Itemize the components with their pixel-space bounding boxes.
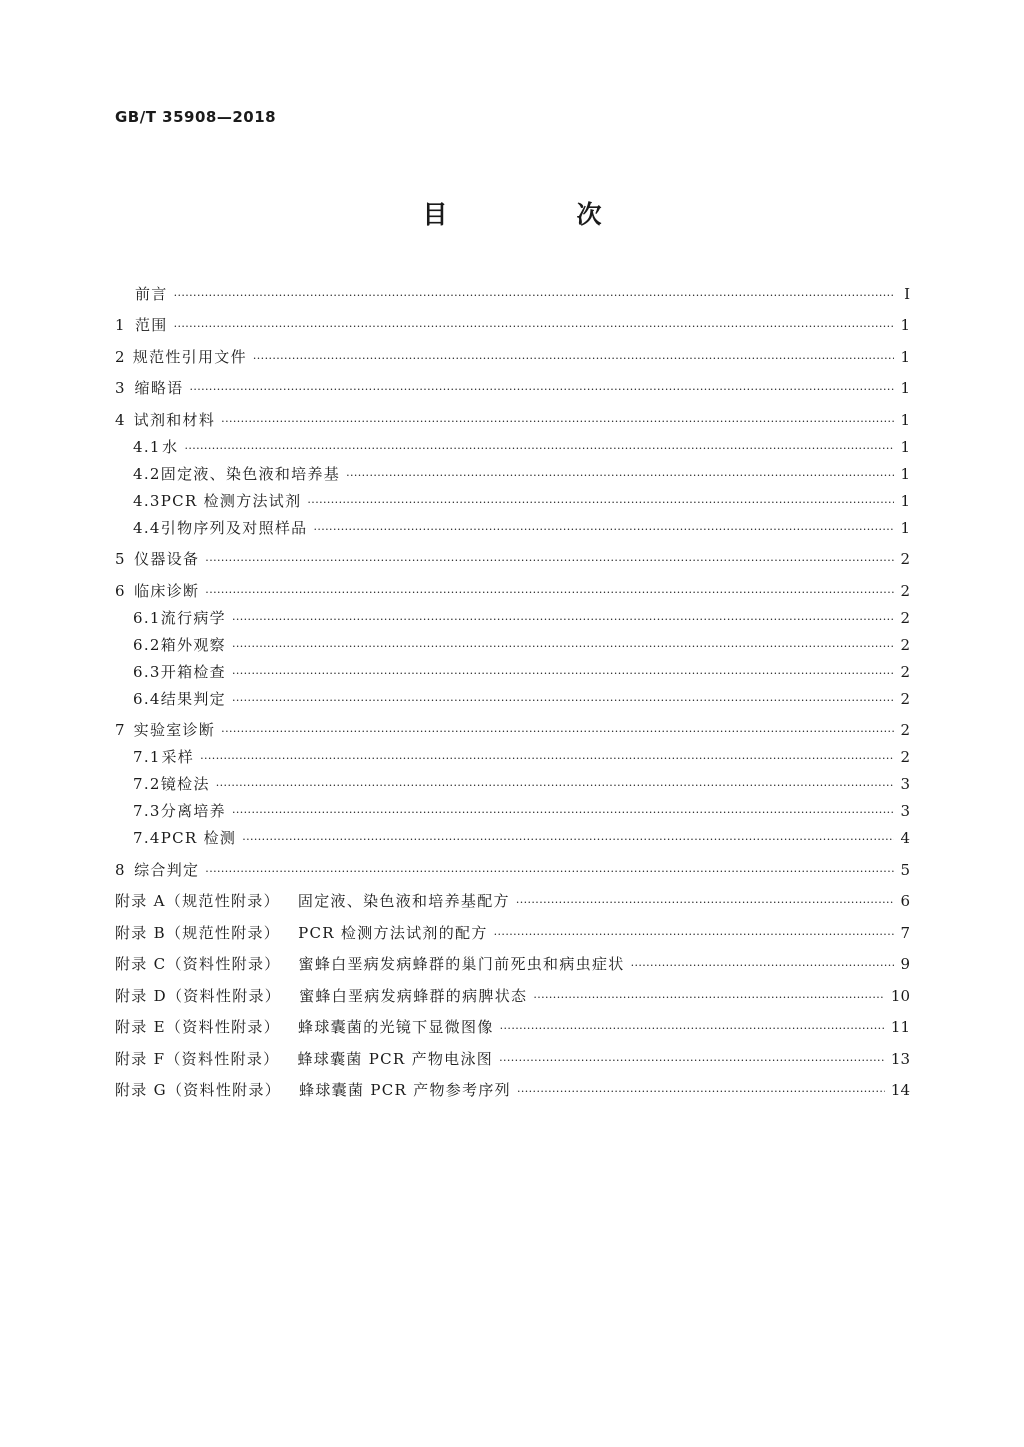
toc-entry-number: 6.3	[133, 662, 161, 681]
toc-entry[interactable]	[115, 548, 910, 575]
toc-entry-title: 开箱检查	[160, 662, 226, 681]
toc-entry[interactable]	[115, 1079, 910, 1106]
toc-entry-title: 蜜蜂白垩病发病蜂群的病脾状态	[299, 986, 528, 1005]
toc-entry-label	[161, 517, 308, 538]
toc-entry-number: 6	[115, 581, 126, 600]
dot-leader	[205, 861, 894, 879]
toc-entry[interactable]	[115, 773, 910, 800]
toc-entry-title: 固定液、染色液和培养基	[160, 464, 341, 483]
toc-entry-title: 流行病学	[160, 608, 226, 627]
toc-entry-page: 2	[900, 581, 910, 600]
toc-entry[interactable]	[115, 283, 910, 310]
toc-entry[interactable]	[115, 463, 910, 490]
toc-entry-page: 9	[900, 955, 910, 973]
toc-entry-page: 4	[900, 829, 910, 847]
toc-entry-title: 范围	[134, 316, 168, 334]
toc-entry-number: 3	[115, 379, 126, 397]
toc-entry-title: 实验室诊断	[133, 721, 216, 739]
toc-entry-label	[161, 634, 226, 655]
annex-designation: 附录 G（资料性附录）	[115, 1081, 282, 1099]
toc-entry-title: 蜜蜂白垩病发病蜂群的巢门前死虫和病虫症状	[298, 955, 625, 973]
dot-leader	[232, 636, 894, 654]
toc-entry-page: 6	[900, 892, 910, 910]
toc-entry-title: 结果判定	[160, 689, 226, 708]
dot-leader	[242, 829, 894, 847]
toc-entry-page: 2	[900, 689, 910, 708]
toc-entry-number: 4	[115, 410, 126, 429]
toc-entry-page: 2	[900, 550, 910, 568]
toc-entry[interactable]	[115, 517, 910, 544]
toc-entry[interactable]	[115, 827, 910, 854]
dot-leader	[205, 582, 894, 600]
dot-leader	[200, 748, 894, 766]
toc-entry[interactable]	[115, 953, 910, 980]
toc-entry-page: Ⅰ	[904, 284, 910, 303]
toc-entry[interactable]	[115, 661, 910, 688]
toc-entry[interactable]	[115, 1048, 910, 1075]
annex-designation: 附录 C（资料性附录）	[115, 955, 281, 973]
toc-entry[interactable]	[115, 800, 910, 827]
toc-entry[interactable]	[115, 377, 910, 404]
dot-leader	[253, 348, 894, 366]
toc-entry[interactable]	[115, 859, 910, 886]
toc-entry-page: 2	[900, 748, 910, 766]
toc-entry[interactable]	[115, 346, 910, 373]
toc-entry-title: 仪器设备	[134, 550, 200, 568]
toc-entry-label	[115, 985, 527, 1006]
toc-entry-title: 固定液、染色液和培养基配方	[297, 892, 510, 910]
toc-entry-number: 7.2	[133, 775, 161, 793]
table-of-contents	[115, 278, 910, 1106]
toc-entry-label	[161, 800, 226, 821]
toc-entry-page: 5	[900, 860, 910, 879]
toc-entry-number: 7.4	[133, 829, 161, 847]
toc-entry-page: 1	[900, 518, 910, 537]
toc-entry-number: 7.1	[133, 748, 161, 766]
dot-leader	[184, 438, 894, 456]
toc-entry-page: 1	[900, 437, 910, 456]
dot-leader	[631, 955, 894, 973]
dot-leader	[517, 1081, 885, 1099]
toc-entry-title: PCR 检测方法试剂	[160, 491, 302, 510]
toc-entry-title: 蜂球囊菌的光镜下显微图像	[298, 1018, 494, 1036]
toc-entry-label	[161, 661, 226, 682]
toc-entry-title: 水	[162, 437, 179, 456]
toc-entry-number: 1	[115, 316, 126, 334]
toc-entry-label	[135, 377, 184, 398]
toc-entry-label	[162, 746, 195, 767]
dot-leader	[500, 1018, 885, 1036]
toc-entry-label	[115, 1016, 494, 1037]
dot-leader	[221, 411, 894, 429]
dot-leader	[232, 802, 894, 820]
toc-entry-label	[115, 1048, 493, 1069]
toc-entry[interactable]	[115, 409, 910, 436]
toc-entry-number: 7.3	[133, 802, 161, 820]
toc-entry-title: 蜂球囊菌 PCR 产物参考序列	[299, 1081, 511, 1099]
dot-leader	[216, 775, 894, 793]
toc-entry-title: 蜂球囊菌 PCR 产物电泳图	[297, 1049, 494, 1068]
annex-designation: 附录 E（资料性附录）	[115, 1018, 281, 1036]
toc-entry[interactable]	[115, 314, 910, 341]
annex-designation: 附录 A（规范性附录）	[115, 892, 280, 910]
dot-leader	[533, 987, 885, 1005]
toc-entry-title: PCR 检测方法试剂的配方	[298, 923, 488, 942]
toc-entry-page: 1	[900, 464, 910, 483]
toc-entry-number: 4.2	[133, 464, 161, 483]
toc-entry-title: 试剂和材料	[133, 410, 216, 429]
toc-entry-number: 5	[115, 550, 126, 568]
toc-entry-page: 1	[900, 410, 910, 429]
dot-leader	[232, 609, 894, 627]
toc-entry[interactable]	[115, 746, 910, 773]
page-title: 目 次	[422, 200, 654, 229]
toc-entry-page: 10	[890, 986, 910, 1005]
toc-entry-page: 1	[900, 316, 910, 334]
toc-entry-page: 7	[900, 923, 910, 942]
toc-entry-label	[161, 463, 340, 484]
toc-entry-number: 6.1	[133, 608, 161, 627]
toc-entry[interactable]	[115, 922, 910, 949]
toc-entry-title: 引物序列及对照样品	[160, 518, 308, 537]
toc-entry[interactable]	[115, 436, 910, 463]
toc-entry[interactable]	[115, 719, 910, 746]
toc-entry-number: 4.1	[133, 437, 161, 456]
dot-leader	[174, 285, 894, 303]
toc-entry-title: 采样	[161, 748, 195, 766]
toc-entry-page: 1	[900, 379, 910, 397]
toc-entry-number: 4.3	[133, 491, 161, 510]
toc-entry[interactable]	[115, 688, 910, 715]
toc-entry-title: 分离培养	[160, 802, 226, 820]
toc-entry-page: 11	[890, 1018, 910, 1036]
toc-entry-title: 镜检法	[160, 775, 210, 793]
toc-entry[interactable]	[115, 890, 910, 917]
toc-entry-label	[161, 607, 226, 628]
toc-entry-page: 1	[900, 491, 910, 510]
toc-entry-page: 14	[890, 1081, 910, 1099]
dot-leader	[516, 892, 894, 910]
dot-leader	[205, 550, 894, 568]
toc-entry-page: 3	[900, 802, 910, 820]
dot-leader	[499, 1050, 885, 1068]
toc-entry-number: 8	[115, 860, 126, 879]
toc-entry-label	[115, 953, 625, 974]
toc-entry-number: 2	[115, 347, 126, 366]
toc-entry[interactable]	[115, 490, 910, 517]
toc-entry-title: 前言	[134, 284, 168, 303]
toc-entry-label	[162, 436, 178, 457]
toc-entry-label	[115, 922, 488, 943]
toc-entry-label	[115, 890, 510, 911]
toc-entry-label	[134, 580, 199, 601]
toc-entry-page: 2	[900, 635, 910, 654]
toc-entry-label	[133, 346, 247, 367]
dot-leader	[189, 379, 894, 397]
toc-entry-page: 2	[900, 608, 910, 627]
toc-entry-label	[134, 409, 216, 430]
toc-entry-page: 2	[900, 662, 910, 681]
annex-designation: 附录 D（资料性附录）	[115, 986, 282, 1005]
toc-entry-title: 缩略语	[134, 379, 184, 397]
toc-entry-number: 7	[115, 721, 126, 739]
toc-entry-label	[135, 283, 168, 304]
dot-leader	[307, 492, 894, 510]
toc-entry-label	[161, 490, 302, 511]
toc-entry[interactable]	[115, 634, 910, 661]
toc-entry-title: 临床诊断	[134, 581, 200, 600]
toc-entry[interactable]	[115, 1016, 910, 1043]
toc-entry-number: 4.4	[133, 518, 161, 537]
dot-leader	[346, 465, 894, 483]
toc-entry-page: 1	[900, 347, 910, 366]
standard-code: GB/T 35908—2018	[115, 108, 277, 126]
toc-entry-title: PCR 检测	[160, 829, 237, 847]
toc-entry-title: 综合判定	[134, 860, 200, 879]
toc-entry[interactable]	[115, 985, 910, 1012]
dot-leader	[313, 519, 894, 537]
toc-entry-label	[115, 1079, 511, 1100]
toc-entry-label	[135, 314, 168, 335]
dot-leader	[494, 924, 894, 942]
toc-entry-page: 2	[900, 721, 910, 739]
toc-entry-number: 6.4	[133, 689, 161, 708]
toc-entry-page: 13	[890, 1049, 910, 1068]
toc-entry-label	[161, 688, 226, 709]
toc-entry-label	[161, 827, 236, 848]
toc-entry-label	[134, 548, 199, 569]
toc-entry-title: 规范性引用文件	[132, 347, 247, 366]
dot-leader	[232, 663, 894, 681]
toc-entry[interactable]	[115, 580, 910, 607]
annex-designation: 附录 B（规范性附录）	[115, 923, 281, 942]
toc-entry-page: 3	[900, 775, 910, 793]
toc-entry-label	[134, 859, 199, 880]
dot-leader	[232, 690, 894, 708]
toc-entry-title: 箱外观察	[160, 635, 226, 654]
annex-designation: 附录 F（资料性附录）	[115, 1049, 280, 1068]
dot-leader	[174, 316, 894, 334]
toc-entry-label	[134, 719, 216, 740]
toc-entry-label	[161, 773, 210, 794]
toc-entry-number: 6.2	[133, 635, 161, 654]
dot-leader	[221, 721, 894, 739]
toc-entry[interactable]	[115, 607, 910, 634]
